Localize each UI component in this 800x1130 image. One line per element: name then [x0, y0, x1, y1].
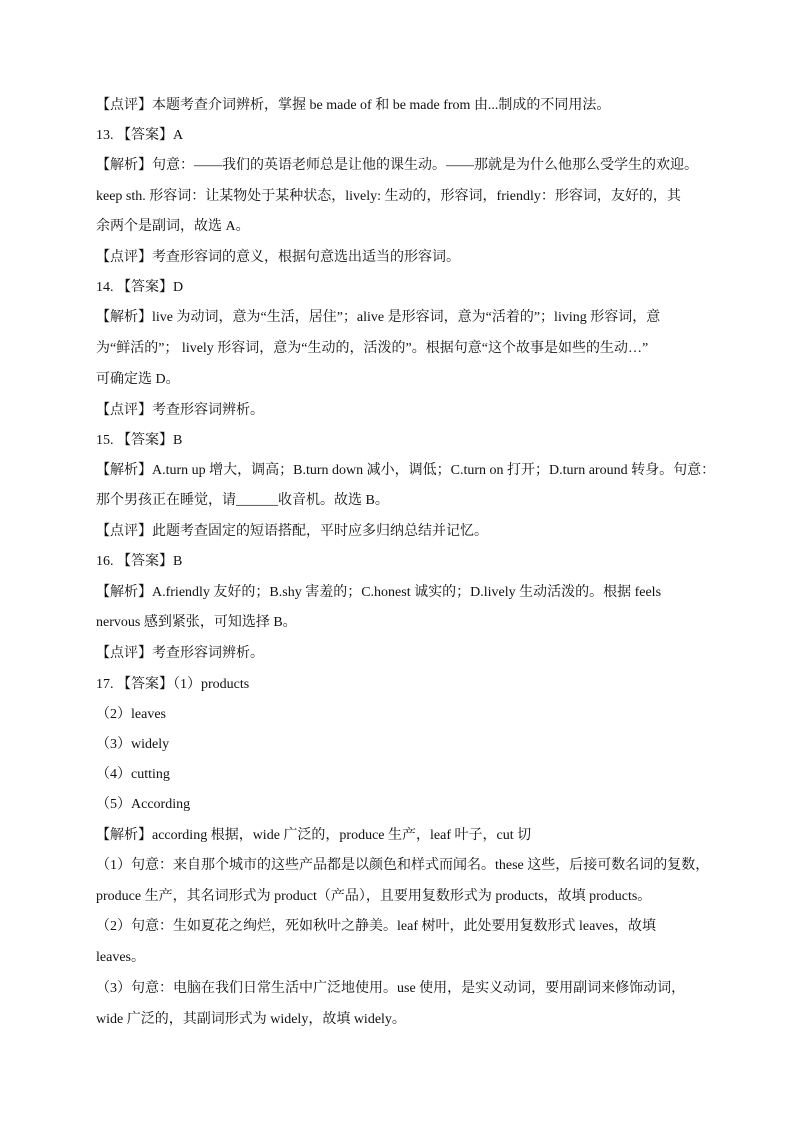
text-line: （3）句意：电脑在我们日常生活中广泛地使用。use 使用，是实义动词，要用副词来修饰动词，	[96, 981, 686, 996]
text-line: 【点评】本题考查介词辨析，掌握 be made of 和 be made from 由...制成的不同用法。	[96, 98, 611, 113]
text-line: leaves。	[96, 950, 145, 965]
text-line: （2）句意：生如夏花之绚烂，死如秋叶之静美。leaf 树叶，此处要用复数形式 leaves，故填	[96, 919, 656, 934]
text-line: wide 广泛的，其副词形式为 widely，故填 widely。	[96, 1012, 406, 1027]
text-line: 【点评】考查形容词辨析。	[96, 403, 264, 418]
text-line: 【解析】A.friendly 友好的；B.shy 害羞的；C.honest 诚实的；D.lively 生动活泼的。根据 feels	[96, 585, 662, 600]
text-line: 可确定选 D。	[96, 372, 180, 387]
text-line: 【解析】according 根据，wide 广泛的，produce 生产，leaf 叶子，cut 切	[96, 828, 532, 843]
text-line: （1）句意：来自那个城市的这些产品都是以颜色和样式而闻名。these 这些，后接可数名词的复数，	[96, 858, 710, 873]
text-line: （5）According	[96, 797, 191, 812]
text-line: （3）widely	[96, 737, 170, 752]
text-line: 为“鲜活的”； lively 形容词，意为“生动的，活泼的”。根据句意“这个故事是如些的生动…”	[96, 341, 649, 356]
text-line: 余两个是副词，故选 A。	[96, 219, 250, 234]
text-line: produce 生产，其名词形式为 product（产品），且要用复数形式为 products，故填 products。	[96, 889, 652, 904]
text-line: 16. 【答案】B	[96, 554, 183, 569]
text-line: nervous 感到紧张，可知选择 B。	[96, 615, 297, 630]
text-line: 【解析】live 为动词，意为“生活，居住”；alive 是形容词，意为“活着的”；living 形容词，意	[96, 310, 661, 325]
text-line: 17. 【答案】（1）products	[96, 677, 250, 692]
text-line: 【点评】考查形容词的意义，根据句意选出适当的形容词。	[96, 250, 460, 265]
text-line: （4）cutting	[96, 767, 170, 782]
text-line: keep sth. 形容词：让某物处于某种状态，lively: 生动的，形容词，friendly：形容词，友好的，其	[96, 189, 681, 204]
text-line: 【点评】此题考查固定的短语搭配，平时应多归纳总结并记忆。	[96, 524, 488, 539]
text-line: 15. 【答案】B	[96, 433, 183, 448]
text-line: 13. 【答案】A	[96, 128, 184, 143]
text-line: 【解析】句意：——我们的英语老师总是让他的课生动。——那就是为什么他那么受学生的欢迎。	[96, 158, 698, 173]
text-line: 【解析】A.turn up 增大，调高；B.turn down 减小，调低；C.turn on 打开；D.turn around 转身。句意：	[96, 463, 716, 478]
text-line: 【点评】考查形容词辨析。	[96, 646, 264, 661]
text-line: （2）leaves	[96, 707, 166, 722]
text-line: 14. 【答案】D	[96, 280, 184, 295]
text-line: 那个男孩正在睡觉，请______收音机。故选 B。	[96, 493, 389, 508]
